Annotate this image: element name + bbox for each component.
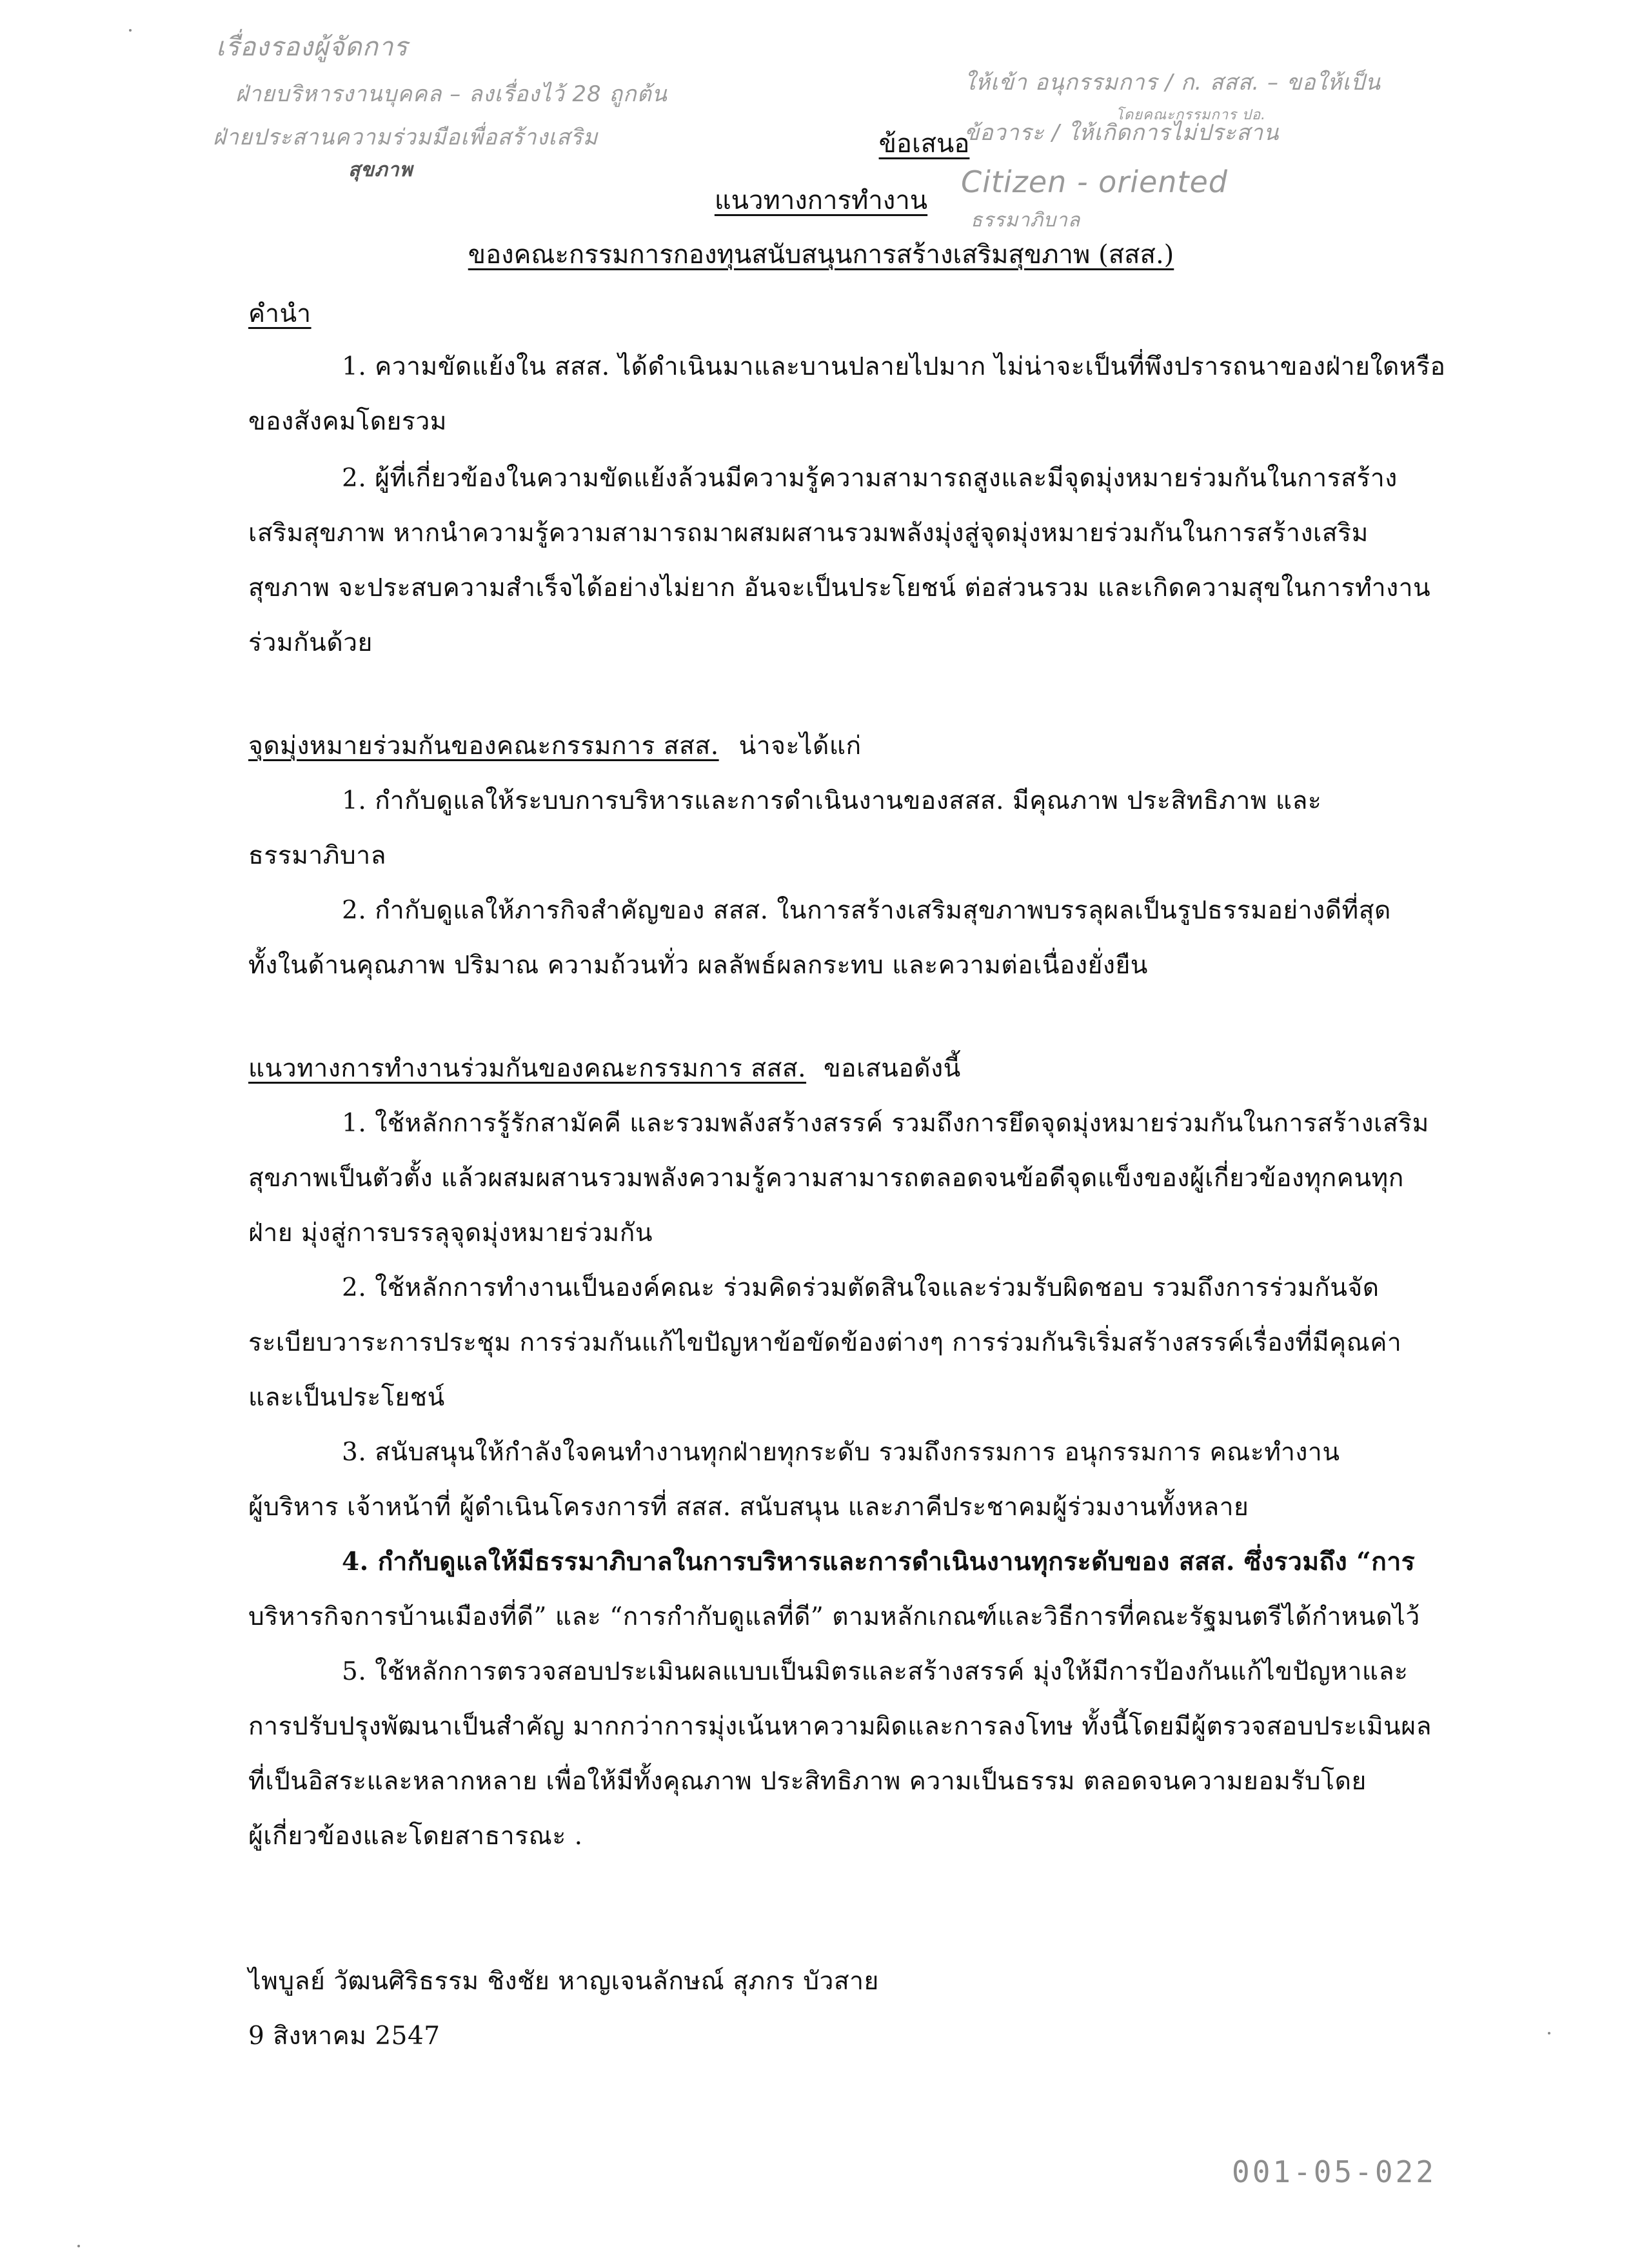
guidelines-line: 5. ใช้หลักการตรวจสอบประเมินผลแบบเป็นมิตรและสร้างสรรค์ มุ่งให้มีการป้องกันแก้ไขปัญหาและ — [342, 1657, 1409, 1686]
handwritten-note-right-4: ธรรมาภิบาล — [971, 209, 1081, 232]
handwritten-note-left-extra: สุขภาพ — [348, 159, 413, 181]
handwritten-note-left-3: ฝ่ายประสานความร่วมมือเพื่อสร้างเสริม — [213, 124, 598, 150]
goals-heading-text: จุดมุ่งหมายร่วมกันของคณะกรรมการ สสส. — [248, 731, 719, 761]
handwritten-note-right-3: Citizen - oriented — [961, 164, 1228, 199]
signatories: ไพบูลย์ วัฒนศิริธรรม ชิงชัย หาญเจนลักษณ์ สุภกร บัวสาย — [248, 1967, 879, 1996]
handwritten-note-left-2: ฝ่ายบริหารงานบุคคล – ลงเรื่องไว้ 28 ถูกต้น — [235, 81, 668, 107]
doc-title-proposal — [0, 123, 1642, 164]
intro-line: เสริมสุขภาพ หากนำความรู้ความสามารถมาผสมผสานรวมพลังมุ่งสู่จุดมุ่งหมายร่วมกันในการสร้างเสริม — [248, 519, 1369, 548]
intro-line: 1. ความขัดแย้งใน สสส. ได้ดำเนินมาและบานปลายไปมาก ไม่น่าจะเป็นที่พึงปรารถนาของฝ่ายใดหรือ — [342, 352, 1446, 381]
guidelines-line: ที่เป็นอิสระและหลากหลาย เพื่อให้มีทั้งคุณภาพ ประสิทธิภาพ ความเป็นธรรม ตลอดจนความยอมรับโดย — [248, 1767, 1367, 1796]
guidelines-line: 4. กำกับดูแลให้มีธรรมาภิบาลในการบริหารและการดำเนินงานทุกระดับของ สสส. ซึ่งรวมถึง “การ — [342, 1547, 1416, 1577]
scan-speck — [1548, 2032, 1550, 2034]
goals-heading-suffix: น่าจะได้แก่ — [738, 731, 862, 761]
handwritten-note-right-side: โดยคณะกรรมการ ปอ. — [1116, 107, 1267, 123]
doc-title-committee — [0, 234, 1642, 275]
goals-line: ธรรมาภิบาล — [248, 841, 387, 870]
signature-date: 9 สิงหาคม 2547 — [248, 2022, 440, 2051]
guidelines-line: บริหารกิจการบ้านเมืองที่ดี” และ “การกำกับดูแลที่ดี” ตามหลักเกณฑ์และวิธีการที่คณะรัฐมนตรีได้กำหนดไว้ — [248, 1602, 1420, 1631]
guidelines-line: การปรับปรุงพัฒนาเป็นสำคัญ มากกว่าการมุ่งเน้นหาความผิดและการลงโทษ ทั้งนี้โดยมีผู้ตรวจสอบประเมินผล — [248, 1712, 1432, 1741]
intro-line: ของสังคมโดยรวม — [248, 407, 447, 436]
intro-line: ร่วมกันด้วย — [248, 628, 373, 657]
handwritten-note-right-2: ข้อวาระ / ให้เกิดการไม่ประสาน — [964, 120, 1280, 146]
goals-heading — [248, 726, 862, 766]
intro-heading-text: คำนำ — [248, 299, 312, 328]
guidelines-line: 2. ใช้หลักการทำงานเป็นองค์คณะ ร่วมคิดร่วมตัดสินใจและร่วมรับผิดชอบ รวมถึงการร่วมกันจัด — [342, 1273, 1380, 1302]
guidelines-heading — [248, 1048, 961, 1088]
intro-heading — [248, 293, 312, 333]
guidelines-heading-suffix: ขอเสนอดังนี้ — [823, 1054, 961, 1083]
guidelines-line: ผู้บริหาร เจ้าหน้าที่ ผู้ดำเนินโครงการที่ สสส. สนับสนุน และภาคีประชาคมผู้ร่วมงานทั้งหลาย — [248, 1493, 1249, 1522]
goals-line: 1. กำกับดูแลให้ระบบการบริหารและการดำเนินงานของสสส. มีคุณภาพ ประสิทธิภาพ และ — [342, 786, 1322, 815]
title-committee-text: ของคณะกรรมการกองทุนสนับสนุนการสร้างเสริมสุขภาพ (สสส.) — [468, 240, 1174, 270]
guidelines-line: สุขภาพเป็นตัวตั้ง แล้วผสมผสานรวมพลังความรู้ความสามารถตลอดจนข้อดีจุดแข็งของผู้เกี่ยวข้องทุกคนทุก — [248, 1164, 1404, 1193]
title-proposal-text: ข้อเสนอ — [878, 129, 970, 159]
guidelines-line: ผู้เกี่ยวข้องและโดยสาธารณะ . — [248, 1822, 583, 1851]
guidelines-heading-text: แนวทางการทำงานร่วมกันของคณะกรรมการ สสส. — [248, 1054, 807, 1083]
guidelines-line: 1. ใช้หลักการรู้รักสามัคคี และรวมพลังสร้างสรรค์ รวมถึงการยึดจุดมุ่งหมายร่วมกันในการสร้างเสริม — [342, 1109, 1429, 1138]
intro-line: 2. ผู้ที่เกี่ยวข้องในความขัดแย้งล้วนมีความรู้ความสามารถสูงและมีจุดมุ่งหมายร่วมกันในการสร้าง — [342, 464, 1398, 493]
guidelines-line: ระเบียบวาระการประชุม การร่วมกันแก้ไขปัญหาข้อขัดข้องต่างๆ การร่วมกันริเริ่มสร้างสรรค์เรื่องที่มีคุณค่า — [248, 1328, 1402, 1357]
scan-speck — [129, 29, 132, 32]
goals-line: 2. กำกับดูแลให้ภารกิจสำคัญของ สสส. ในการสร้างเสริมสุขภาพบรรลุผลเป็นรูปธรรมอย่างดีที่สุด — [342, 896, 1391, 925]
title-guidelines-text: แนวทางการทำงาน — [714, 186, 928, 215]
guidelines-line: ฝ่าย มุ่งสู่การบรรลุจุดมุ่งหมายร่วมกัน — [248, 1219, 653, 1248]
goals-line: ทั้งในด้านคุณภาพ ปริมาณ ความถ้วนทั่ว ผลลัพธ์ผลกระทบ และความต่อเนื่องยั่งยืน — [248, 951, 1148, 980]
handwritten-note-left-1: เรื่องรองผู้จัดการ — [216, 32, 408, 62]
scan-speck — [77, 2245, 80, 2247]
guidelines-line: และเป็นประโยชน์ — [248, 1383, 445, 1412]
doc-title-guidelines — [0, 179, 1642, 221]
intro-line: สุขภาพ จะประสบความสำเร็จได้อย่างไม่ยาก อันจะเป็นประโยชน์ ต่อส่วนรวม และเกิดความสุขในการทำงาน — [248, 573, 1431, 602]
document-stamp-number: 001-05-022 — [1232, 2154, 1436, 2189]
handwritten-note-right-1: ให้เข้า อนุกรรมการ / ก. สสส. – ขอให้เป็น — [964, 70, 1381, 95]
guidelines-line: 3. สนับสนุนให้กำลังใจคนทำงานทุกฝ่ายทุกระดับ รวมถึงกรรมการ อนุกรรมการ คณะทำงาน — [342, 1438, 1340, 1467]
